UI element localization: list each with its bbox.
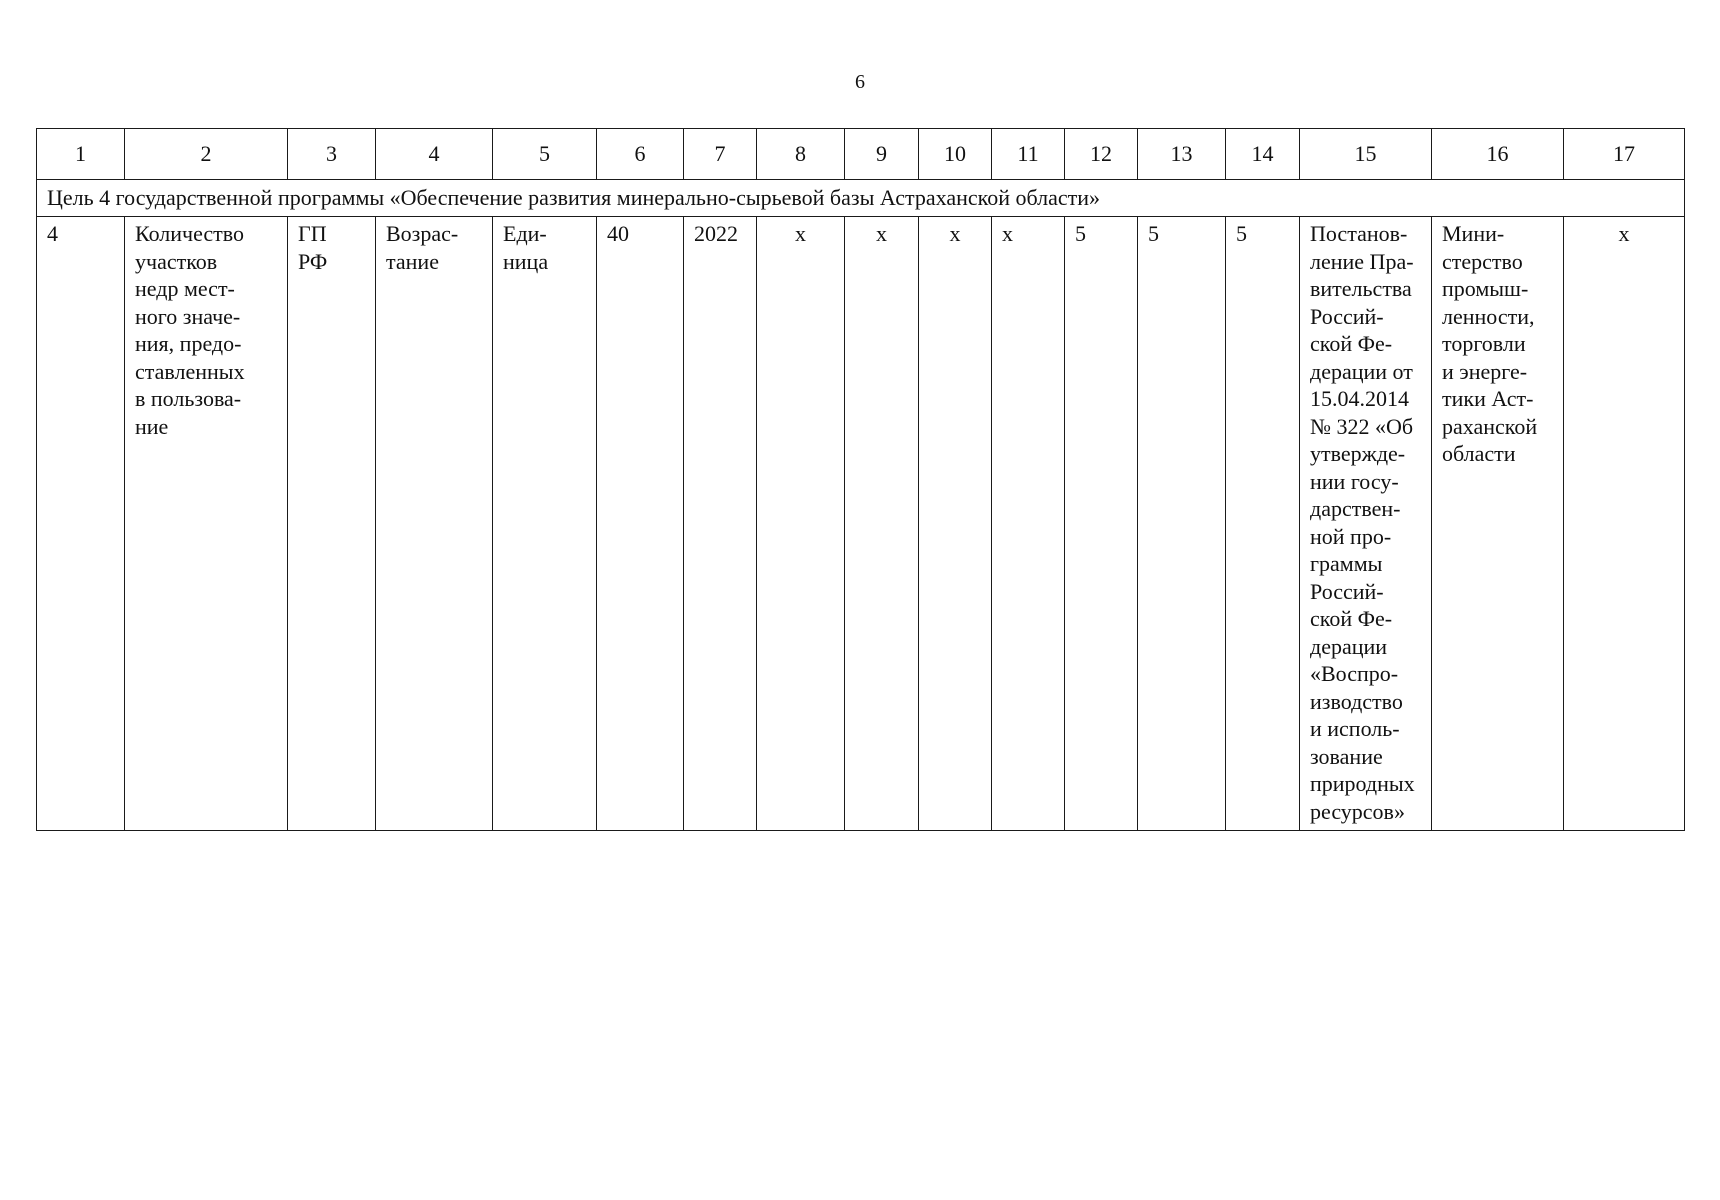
- column-header: 16: [1432, 129, 1564, 180]
- cell-text: х: [1618, 221, 1630, 246]
- cell-type: [288, 217, 376, 831]
- column-header: 2: [125, 129, 288, 180]
- table-row: [37, 217, 1685, 831]
- cell-unit: [493, 217, 597, 831]
- column-header: 1: [37, 129, 125, 180]
- cell-value-13: [1138, 217, 1226, 831]
- cell-responsible: [1432, 217, 1564, 831]
- cell-value-14: [1226, 217, 1300, 831]
- cell-document: [1300, 217, 1432, 831]
- column-number-row: [37, 129, 1685, 180]
- cell-value-9: [845, 217, 919, 831]
- column-header: 10: [919, 129, 992, 180]
- column-header: 17: [1564, 129, 1685, 180]
- cell-value-11: [992, 217, 1065, 831]
- cell-text: ГП РФ: [298, 221, 328, 274]
- cell-text: 40: [607, 221, 629, 246]
- column-header: 5: [493, 129, 597, 180]
- cell-text: Мини- стерство промыш- ленности, торговли и энерге- тики Аст- раханской области: [1442, 221, 1538, 466]
- column-header: 3: [288, 129, 376, 180]
- column-header: 9: [845, 129, 919, 180]
- column-header: 6: [597, 129, 684, 180]
- cell-number: [37, 217, 125, 831]
- goal-row: [37, 180, 1685, 217]
- cell-text: Возрас- тание: [386, 221, 459, 274]
- column-header: 7: [684, 129, 757, 180]
- cell-text: х: [876, 221, 887, 246]
- cell-base-value: [597, 217, 684, 831]
- cell-value-10: [919, 217, 992, 831]
- column-header: 8: [757, 129, 845, 180]
- cell-text: 5: [1075, 221, 1086, 246]
- cell-text: Постанов- ление Пра- вительства Россий- ской Фе- дерации от 15.04.2014 № 322 «Об утвержде- нии госу- дарствен- ной про- граммы Россий- ской Фе- дерации «Воспро- изводство и исполь- зование природных ресурсов»: [1310, 221, 1415, 824]
- column-header: 13: [1138, 129, 1226, 180]
- cell-text: 2022: [694, 221, 738, 246]
- cell-text: х: [1002, 221, 1013, 246]
- cell-text: 5: [1148, 221, 1159, 246]
- cell-text: х: [949, 221, 961, 246]
- column-header: 12: [1065, 129, 1138, 180]
- cell-text: х: [795, 221, 806, 246]
- cell-value-12: [1065, 217, 1138, 831]
- cell-value-8: [757, 217, 845, 831]
- cell-base-year: [684, 217, 757, 831]
- cell-indicator-name: [125, 217, 288, 831]
- cell-value-17: [1564, 217, 1685, 831]
- column-header: 4: [376, 129, 493, 180]
- page-number: 6: [855, 71, 865, 93]
- cell-trend: [376, 217, 493, 831]
- column-header: 11: [992, 129, 1065, 180]
- column-header: 14: [1226, 129, 1300, 180]
- cell-text: 5: [1236, 221, 1247, 246]
- cell-text: Еди- ница: [503, 221, 549, 274]
- cell-text: 4: [47, 221, 58, 246]
- indicator-table: [36, 128, 1685, 831]
- goal-title: Цель 4 государственной программы «Обеспечение развития минерально-сырьевой базы Астраханской области»: [37, 180, 1685, 217]
- cell-text: Количество участков недр мест- ного значе- ния, предо- ставленных в пользова- ние: [135, 221, 245, 439]
- column-header: 15: [1300, 129, 1432, 180]
